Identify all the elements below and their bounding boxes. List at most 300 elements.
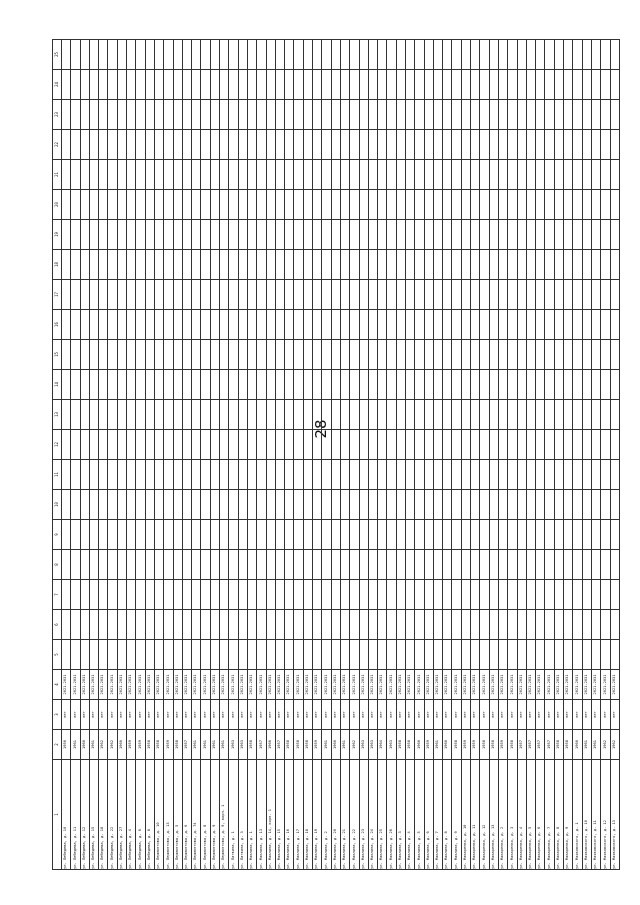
table-cell (136, 640, 145, 670)
table-cell (564, 70, 573, 100)
table-cell (471, 160, 480, 190)
table-cell: нет (517, 700, 526, 730)
table-cell (108, 640, 117, 670)
table-cell (182, 190, 191, 220)
table-cell (136, 430, 145, 460)
table-cell (313, 130, 322, 160)
table-cell (294, 460, 303, 490)
table-row (117, 40, 126, 870)
table-cell (285, 400, 294, 430)
table-cell (489, 370, 498, 400)
table-cell (313, 430, 322, 460)
table-cell (415, 640, 424, 670)
address-cell: ул. Макаренко, д. 2 (498, 760, 507, 870)
address-cell: ул. Макаренко, д. 13 (489, 760, 498, 870)
table-row (433, 40, 442, 870)
table-cell (71, 250, 80, 280)
table-cell (359, 100, 368, 130)
table-cell (433, 40, 442, 70)
table-cell (582, 280, 591, 310)
table-cell (582, 640, 591, 670)
table-cell (285, 70, 294, 100)
table-cell (545, 70, 554, 100)
table-cell (387, 160, 396, 190)
table-cell (405, 370, 414, 400)
table-cell (536, 610, 545, 640)
table-cell (247, 160, 256, 190)
table-cell (322, 340, 331, 370)
table-cell (99, 580, 108, 610)
table-cell (275, 490, 284, 520)
table-cell: 2021-2031 (415, 670, 424, 700)
table-cell (229, 370, 238, 400)
table-cell (294, 400, 303, 430)
table-cell: 1959 (136, 730, 145, 760)
table-cell (368, 490, 377, 520)
address-cell: ул. Лебедева, д. 4 (127, 760, 136, 870)
table-cell (452, 40, 461, 70)
table-cell (275, 580, 284, 610)
table-cell (536, 550, 545, 580)
table-cell (164, 400, 173, 430)
table-cell (164, 70, 173, 100)
table-cell (368, 400, 377, 430)
column-header: 20 (53, 190, 62, 220)
table-cell (145, 460, 154, 490)
table-cell (424, 340, 433, 370)
table-cell (536, 70, 545, 100)
table-cell (526, 70, 535, 100)
table-cell (582, 130, 591, 160)
table-cell: нет (294, 700, 303, 730)
table-cell (80, 70, 89, 100)
table-cell (415, 220, 424, 250)
table-cell: нет (452, 700, 461, 730)
table-cell (62, 550, 71, 580)
table-cell (80, 550, 89, 580)
table-cell (405, 100, 414, 130)
table-cell (247, 340, 256, 370)
table-cell (359, 70, 368, 100)
table-cell (275, 370, 284, 400)
table-cell: нет (387, 700, 396, 730)
table-cell (610, 610, 619, 640)
table-cell (582, 70, 591, 100)
table-cell: 1960 (443, 730, 452, 760)
table-cell (275, 250, 284, 280)
table-cell (266, 550, 275, 580)
table-cell (387, 40, 396, 70)
table-cell (554, 610, 563, 640)
table-cell (71, 400, 80, 430)
table-cell (108, 100, 117, 130)
table-cell (415, 460, 424, 490)
table-cell (89, 520, 98, 550)
table-cell: 2021-2031 (424, 670, 433, 700)
table-cell (498, 370, 507, 400)
table-cell (89, 250, 98, 280)
table-cell (573, 220, 582, 250)
table-cell (80, 220, 89, 250)
table-cell (322, 400, 331, 430)
table-cell: 1959 (127, 730, 136, 760)
table-cell (350, 580, 359, 610)
table-cell (545, 40, 554, 70)
table-cell (108, 250, 117, 280)
table-cell (461, 430, 470, 460)
table-cell (192, 220, 201, 250)
table-cell (257, 250, 266, 280)
table-cell (554, 70, 563, 100)
table-cell (359, 580, 368, 610)
table-cell: 1961 (340, 730, 349, 760)
table-cell (173, 280, 182, 310)
table-cell (238, 100, 247, 130)
table-cell (220, 580, 229, 610)
table-cell (71, 160, 80, 190)
table-cell (526, 610, 535, 640)
table-cell (498, 520, 507, 550)
table-cell: 1957 (182, 730, 191, 760)
table-cell (564, 220, 573, 250)
table-cell: нет (285, 700, 294, 730)
table-cell (331, 580, 340, 610)
table-cell (303, 610, 312, 640)
table-cell (62, 370, 71, 400)
table-cell (489, 220, 498, 250)
table-cell (247, 490, 256, 520)
table-cell (526, 40, 535, 70)
table-cell (387, 220, 396, 250)
table-cell (331, 310, 340, 340)
table-cell (99, 280, 108, 310)
table-cell (229, 340, 238, 370)
table-cell (378, 100, 387, 130)
table-cell (601, 370, 610, 400)
address-cell: ул. Макаренко, д. 8 (554, 760, 563, 870)
table-cell (498, 220, 507, 250)
table-cell (164, 490, 173, 520)
table-cell (275, 340, 284, 370)
table-cell (117, 400, 126, 430)
table-cell (582, 40, 591, 70)
table-cell (610, 220, 619, 250)
table-cell: 2021-2031 (80, 670, 89, 700)
table-cell: 1957 (257, 730, 266, 760)
table-cell: 1961 (210, 730, 219, 760)
table-cell (145, 640, 154, 670)
table-cell (62, 430, 71, 460)
table-cell (136, 190, 145, 220)
table-cell (220, 250, 229, 280)
table-cell (415, 40, 424, 70)
table-cell (378, 520, 387, 550)
address-cell: ул. Маклина, д. 14, корп. 1 (266, 760, 275, 870)
table-cell (489, 490, 498, 520)
table-cell (526, 310, 535, 340)
table-row (443, 40, 452, 870)
table-cell (80, 40, 89, 70)
address-cell: ул. Маклина, д. 16 (285, 760, 294, 870)
table-cell (294, 490, 303, 520)
table-cell: 2021-2031 (89, 670, 98, 700)
table-cell (80, 400, 89, 430)
table-cell (117, 580, 126, 610)
column-header: 1 (53, 760, 62, 870)
table-cell: 1961 (71, 730, 80, 760)
column-header: 25 (53, 40, 62, 70)
table-cell (591, 580, 600, 610)
table-cell: 2021-2031 (173, 670, 182, 700)
table-cell (127, 370, 136, 400)
table-cell: 1961 (433, 730, 442, 760)
table-cell (145, 610, 154, 640)
table-cell (294, 160, 303, 190)
table-row (415, 40, 424, 870)
table-cell (285, 280, 294, 310)
table-cell (582, 430, 591, 460)
table-cell (71, 430, 80, 460)
table-cell (545, 130, 554, 160)
table-cell (182, 520, 191, 550)
table-cell (359, 130, 368, 160)
table-cell (601, 460, 610, 490)
table-cell (443, 610, 452, 640)
table-cell (89, 160, 98, 190)
table-cell: нет (136, 700, 145, 730)
table-cell: 2021-2031 (517, 670, 526, 700)
table-cell (378, 640, 387, 670)
table-cell: 2021-2031 (564, 670, 573, 700)
table-cell (359, 370, 368, 400)
table-cell (108, 70, 117, 100)
table-cell (368, 610, 377, 640)
table-cell (489, 160, 498, 190)
table-cell (154, 190, 163, 220)
table-cell (173, 610, 182, 640)
table-cell (378, 550, 387, 580)
table-cell (582, 310, 591, 340)
table-cell (238, 490, 247, 520)
table-cell (164, 460, 173, 490)
table-cell (80, 490, 89, 520)
table-cell (238, 400, 247, 430)
table-cell (192, 370, 201, 400)
address-cell: ул. Лебедева, д. 18 (99, 760, 108, 870)
table-cell (508, 520, 517, 550)
table-cell (173, 160, 182, 190)
table-cell (322, 70, 331, 100)
table-cell: 2021-2031 (591, 670, 600, 700)
table-cell (340, 70, 349, 100)
table-cell (322, 220, 331, 250)
table-cell: 1959 (164, 730, 173, 760)
table-cell (182, 400, 191, 430)
table-cell (71, 40, 80, 70)
table-cell (164, 340, 173, 370)
table-cell (359, 40, 368, 70)
table-cell (164, 160, 173, 190)
table-cell (71, 190, 80, 220)
table-cell (238, 520, 247, 550)
table-cell (117, 370, 126, 400)
table-cell (247, 580, 256, 610)
table-cell (554, 40, 563, 70)
table-cell (313, 370, 322, 400)
table-cell (405, 280, 414, 310)
address-cell: ул. Маклина, д. 22 (350, 760, 359, 870)
table-cell (350, 400, 359, 430)
table-cell (247, 310, 256, 340)
table-cell: 1961 (89, 730, 98, 760)
column-header: 18 (53, 250, 62, 280)
table-cell (229, 280, 238, 310)
table-cell: нет (182, 700, 191, 730)
table-cell: 2021-2031 (108, 670, 117, 700)
table-cell: нет (164, 700, 173, 730)
table-cell (173, 130, 182, 160)
table-cell (461, 220, 470, 250)
table-cell (303, 640, 312, 670)
table-cell (480, 490, 489, 520)
table-cell (210, 40, 219, 70)
table-cell (452, 550, 461, 580)
table-cell (471, 340, 480, 370)
table-cell: 1958 (154, 730, 163, 760)
table-cell (238, 550, 247, 580)
table-cell (378, 40, 387, 70)
table-cell (313, 220, 322, 250)
table-cell: 2021-2031 (471, 670, 480, 700)
table-cell (220, 190, 229, 220)
table-cell: 2021-2031 (266, 670, 275, 700)
table-cell (396, 520, 405, 550)
table-cell (508, 640, 517, 670)
table-cell (71, 100, 80, 130)
table-cell (489, 280, 498, 310)
table-cell (452, 190, 461, 220)
table-cell: 2021-2031 (238, 670, 247, 700)
table-cell: нет (573, 700, 582, 730)
table-cell (220, 520, 229, 550)
table-cell (257, 40, 266, 70)
table-cell (257, 70, 266, 100)
table-cell: нет (461, 700, 470, 730)
table-cell (313, 400, 322, 430)
table-cell (62, 250, 71, 280)
table-cell (378, 310, 387, 340)
table-cell: нет (266, 700, 275, 730)
table-cell (127, 490, 136, 520)
address-cell: ул. Маклина, д. 15 (275, 760, 284, 870)
table-cell (99, 460, 108, 490)
table-cell (480, 520, 489, 550)
table-cell (591, 310, 600, 340)
table-cell (489, 70, 498, 100)
table-cell (89, 310, 98, 340)
table-cell (415, 310, 424, 340)
table-cell: 1966 (266, 730, 275, 760)
address-cell: ул. Маяковского, д. 11 (591, 760, 600, 870)
table-row (313, 40, 322, 870)
table-cell: 1957 (536, 730, 545, 760)
table-cell (378, 580, 387, 610)
table-cell (452, 490, 461, 520)
table-cell (145, 280, 154, 310)
address-cell: ул. Макаренко, д. 3 (508, 760, 517, 870)
table-cell (247, 40, 256, 70)
table-cell (415, 250, 424, 280)
table-cell (443, 340, 452, 370)
table-cell (526, 490, 535, 520)
table-cell (359, 520, 368, 550)
column-header: 17 (53, 280, 62, 310)
table-cell (508, 550, 517, 580)
address-cell: ул. Маклина, д. 9 (452, 760, 461, 870)
table-cell (201, 370, 210, 400)
table-cell (294, 580, 303, 610)
table-cell (471, 220, 480, 250)
table-cell (173, 580, 182, 610)
table-cell (526, 520, 535, 550)
table-cell: нет (424, 700, 433, 730)
table-cell: 2021-2031 (582, 670, 591, 700)
table-cell (378, 250, 387, 280)
table-cell: 2021-2031 (62, 670, 71, 700)
table-cell (340, 460, 349, 490)
table-cell: 2021-2031 (545, 670, 554, 700)
table-cell (554, 100, 563, 130)
table-row (378, 40, 387, 870)
table-cell (266, 490, 275, 520)
table-cell (285, 580, 294, 610)
table-cell (340, 640, 349, 670)
table-cell (266, 430, 275, 460)
table-row (582, 40, 591, 870)
table-cell (220, 460, 229, 490)
table-cell (461, 400, 470, 430)
table-cell (610, 550, 619, 580)
table-cell (62, 40, 71, 70)
table-cell: 1962 (601, 730, 610, 760)
table-cell (238, 340, 247, 370)
address-cell: ул. Маклина, д. 25 (378, 760, 387, 870)
table-cell (591, 640, 600, 670)
table-cell (127, 100, 136, 130)
table-cell (285, 160, 294, 190)
table-cell (564, 250, 573, 280)
table-cell (220, 130, 229, 160)
table-cell (601, 130, 610, 160)
table-cell (108, 310, 117, 340)
table-cell (210, 100, 219, 130)
table-cell (368, 190, 377, 220)
table-cell (182, 310, 191, 340)
table-cell (108, 340, 117, 370)
table-cell (452, 580, 461, 610)
table-cell (210, 70, 219, 100)
table-cell (182, 250, 191, 280)
table-cell: нет (368, 700, 377, 730)
table-cell (247, 550, 256, 580)
table-cell (461, 490, 470, 520)
address-cell: ул. Лермонтова, д. 74 (192, 760, 201, 870)
table-cell (564, 430, 573, 460)
table-cell (192, 100, 201, 130)
address-cell: ул. Макаренко, д. 10 (461, 760, 470, 870)
column-header: 9 (53, 520, 62, 550)
table-cell (117, 220, 126, 250)
